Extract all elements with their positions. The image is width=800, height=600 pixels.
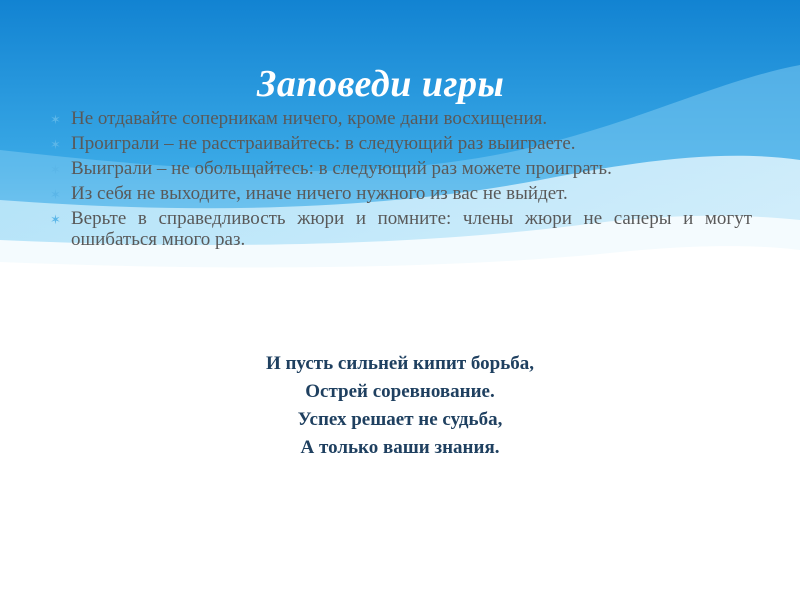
poem-line: И пусть сильней кипит борьба,: [265, 353, 535, 374]
closing-poem: [0, 350, 800, 462]
poem-line: Успех решает не судьба,: [297, 409, 503, 430]
star-bullet-icon: ✶: [50, 112, 61, 127]
star-bullet-icon: ✶: [50, 162, 61, 177]
list-item: [50, 108, 752, 129]
star-bullet-icon: ✶: [50, 212, 61, 227]
rule-text: Выиграли – не обольщайтесь: в следующий раз можете проиграть.: [71, 158, 612, 179]
rule-text: Верьте в справедливость жюри и помните: члены жюри не саперы и могут ошибаться много раз.: [71, 208, 752, 250]
rules-list: [50, 108, 752, 254]
list-item: [50, 183, 752, 204]
rule-text: Из себя не выходите, иначе ничего нужного из вас не выйдет.: [71, 183, 568, 204]
list-item: [50, 158, 752, 179]
poem-line: Острей соревнование.: [305, 381, 495, 402]
slide-title: Заповеди игры: [257, 63, 505, 105]
star-bullet-icon: ✶: [50, 137, 61, 152]
rule-text: Не отдавайте соперникам ничего, кроме дани восхищения.: [71, 108, 548, 129]
rule-text: Проиграли – не расстраивайтесь: в следующий раз выиграете.: [71, 133, 576, 154]
list-item: [50, 208, 752, 250]
poem-line: А только ваши знания.: [300, 437, 500, 458]
list-item: [50, 133, 752, 154]
star-bullet-icon: ✶: [50, 187, 61, 202]
